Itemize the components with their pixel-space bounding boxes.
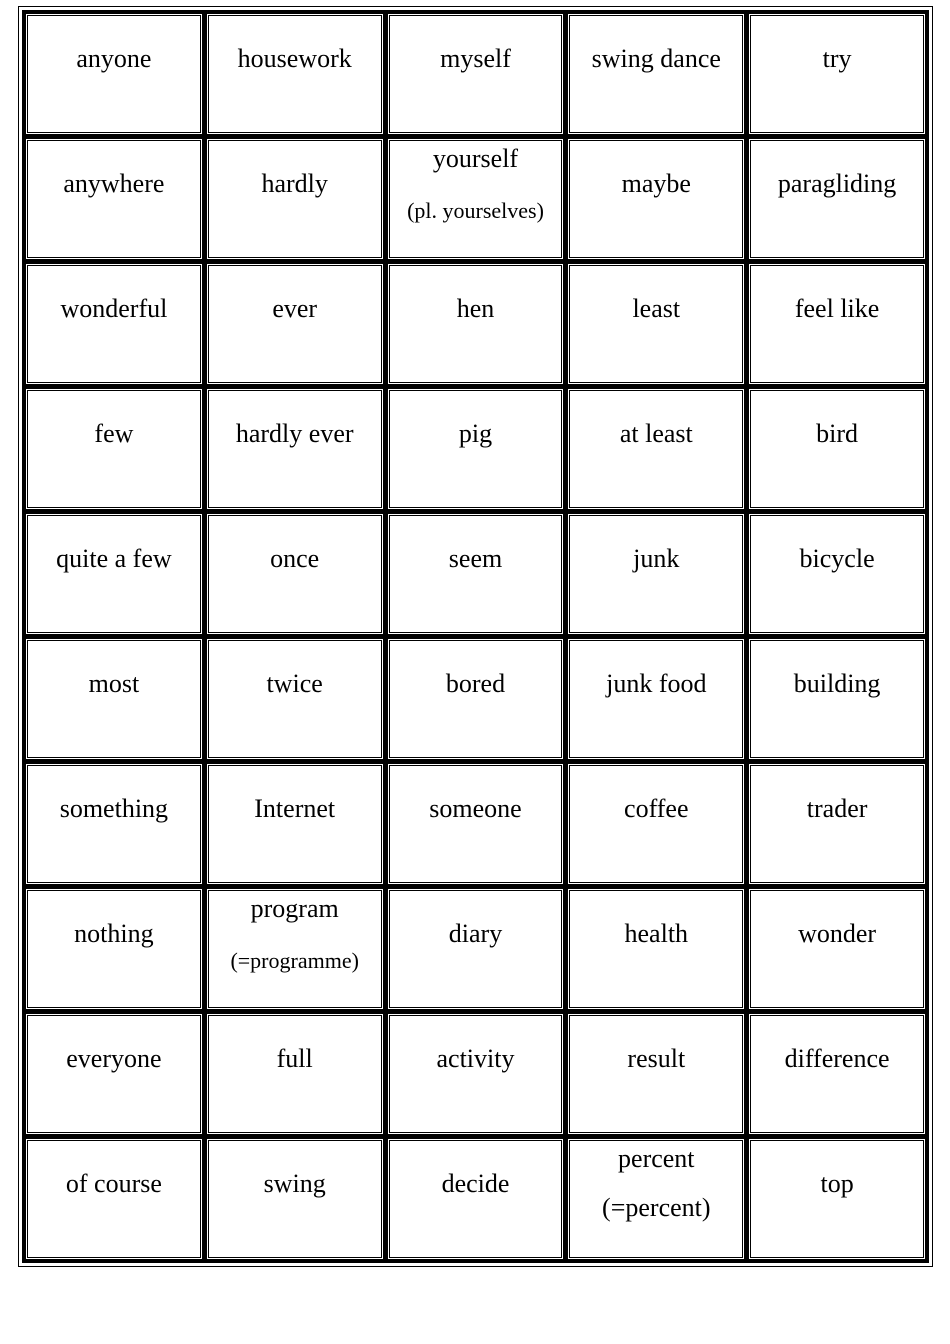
card-word: building bbox=[793, 669, 881, 698]
word-card bbox=[749, 639, 925, 759]
card-word: top bbox=[820, 1169, 854, 1198]
word-card bbox=[568, 514, 744, 634]
card-word: least bbox=[632, 294, 681, 323]
word-card bbox=[568, 264, 744, 384]
word-card bbox=[26, 1014, 202, 1134]
word-card bbox=[207, 264, 383, 384]
word-card bbox=[207, 639, 383, 759]
card-word: myself bbox=[440, 44, 511, 73]
card-word: wonderful bbox=[60, 294, 168, 323]
card-word: difference bbox=[784, 1044, 890, 1073]
word-card-grid bbox=[22, 10, 929, 1263]
card-word: junk bbox=[633, 544, 680, 573]
card-word: maybe bbox=[621, 169, 691, 198]
card-word: diary bbox=[448, 919, 503, 948]
card-word: hardly ever bbox=[235, 419, 354, 448]
word-card bbox=[26, 639, 202, 759]
word-card bbox=[207, 764, 383, 884]
card-word: twice bbox=[266, 669, 323, 698]
card-word: swing bbox=[263, 1169, 326, 1198]
card-word: yourself bbox=[432, 144, 519, 173]
word-card bbox=[26, 14, 202, 134]
word-card bbox=[749, 1014, 925, 1134]
word-card bbox=[207, 1139, 383, 1259]
word-card bbox=[26, 264, 202, 384]
word-card bbox=[568, 1014, 744, 1134]
card-word: few bbox=[94, 419, 134, 448]
word-card bbox=[749, 889, 925, 1009]
card-word: pig bbox=[458, 419, 493, 448]
card-word: everyone bbox=[66, 1044, 162, 1073]
word-card bbox=[388, 889, 564, 1009]
word-card bbox=[568, 14, 744, 134]
card-word: health bbox=[624, 919, 689, 948]
word-card bbox=[388, 264, 564, 384]
word-card bbox=[568, 1139, 744, 1259]
word-card bbox=[26, 889, 202, 1009]
card-word: hen bbox=[456, 294, 495, 323]
card-word: something bbox=[59, 794, 169, 823]
card-word: activity bbox=[436, 1044, 515, 1073]
card-word: feel like bbox=[794, 294, 880, 323]
word-card bbox=[568, 764, 744, 884]
word-card bbox=[749, 14, 925, 134]
card-word: most bbox=[88, 669, 140, 698]
card-word: ever bbox=[272, 294, 318, 323]
word-card bbox=[388, 14, 564, 134]
word-card bbox=[207, 14, 383, 134]
word-card bbox=[26, 389, 202, 509]
card-word: wonder bbox=[798, 919, 877, 948]
card-word: junk food bbox=[606, 669, 707, 698]
word-card bbox=[388, 764, 564, 884]
card-word: result bbox=[627, 1044, 686, 1073]
word-card-sheet bbox=[18, 6, 933, 1267]
card-word: coffee bbox=[624, 794, 689, 823]
card-word: once bbox=[270, 544, 320, 573]
card-note: (pl. yourselves) bbox=[407, 198, 544, 223]
card-word: hardly bbox=[261, 169, 328, 198]
card-word: of course bbox=[65, 1169, 162, 1198]
card-word: full bbox=[276, 1044, 313, 1073]
word-card bbox=[207, 889, 383, 1009]
card-word: at least bbox=[619, 419, 693, 448]
word-card bbox=[388, 1139, 564, 1259]
word-card bbox=[568, 889, 744, 1009]
card-word: anywhere bbox=[63, 169, 165, 198]
card-word: paragliding bbox=[777, 169, 897, 198]
card-word: bird bbox=[816, 419, 859, 448]
word-card bbox=[749, 764, 925, 884]
card-word: nothing bbox=[74, 919, 154, 948]
word-card bbox=[568, 389, 744, 509]
word-card bbox=[568, 139, 744, 259]
word-card bbox=[749, 264, 925, 384]
word-card bbox=[26, 139, 202, 259]
word-card bbox=[26, 1139, 202, 1259]
word-card bbox=[207, 1014, 383, 1134]
word-card bbox=[749, 389, 925, 509]
word-card bbox=[388, 389, 564, 509]
word-card bbox=[388, 514, 564, 634]
word-card bbox=[388, 639, 564, 759]
card-word: decide bbox=[441, 1169, 510, 1198]
card-word: program bbox=[250, 894, 339, 923]
card-word: housework bbox=[237, 44, 352, 73]
word-card bbox=[388, 139, 564, 259]
card-note: (=programme) bbox=[230, 948, 359, 973]
card-word: seem bbox=[448, 544, 503, 573]
word-card bbox=[207, 139, 383, 259]
word-card bbox=[749, 1139, 925, 1259]
word-card bbox=[26, 764, 202, 884]
card-word: trader bbox=[806, 794, 868, 823]
card-note: (=percent) bbox=[602, 1193, 711, 1222]
word-card bbox=[26, 514, 202, 634]
card-word: swing dance bbox=[591, 44, 721, 73]
word-card bbox=[749, 514, 925, 634]
word-card bbox=[568, 639, 744, 759]
card-word: Internet bbox=[254, 794, 336, 823]
card-word: try bbox=[822, 44, 852, 73]
card-word: bicycle bbox=[799, 544, 875, 573]
card-word: quite a few bbox=[56, 544, 172, 573]
card-word: percent bbox=[618, 1144, 695, 1173]
word-card bbox=[207, 514, 383, 634]
word-card bbox=[749, 139, 925, 259]
word-card bbox=[207, 389, 383, 509]
card-word: someone bbox=[429, 794, 522, 823]
card-word: bored bbox=[445, 669, 506, 698]
word-card bbox=[388, 1014, 564, 1134]
card-word: anyone bbox=[76, 44, 152, 73]
